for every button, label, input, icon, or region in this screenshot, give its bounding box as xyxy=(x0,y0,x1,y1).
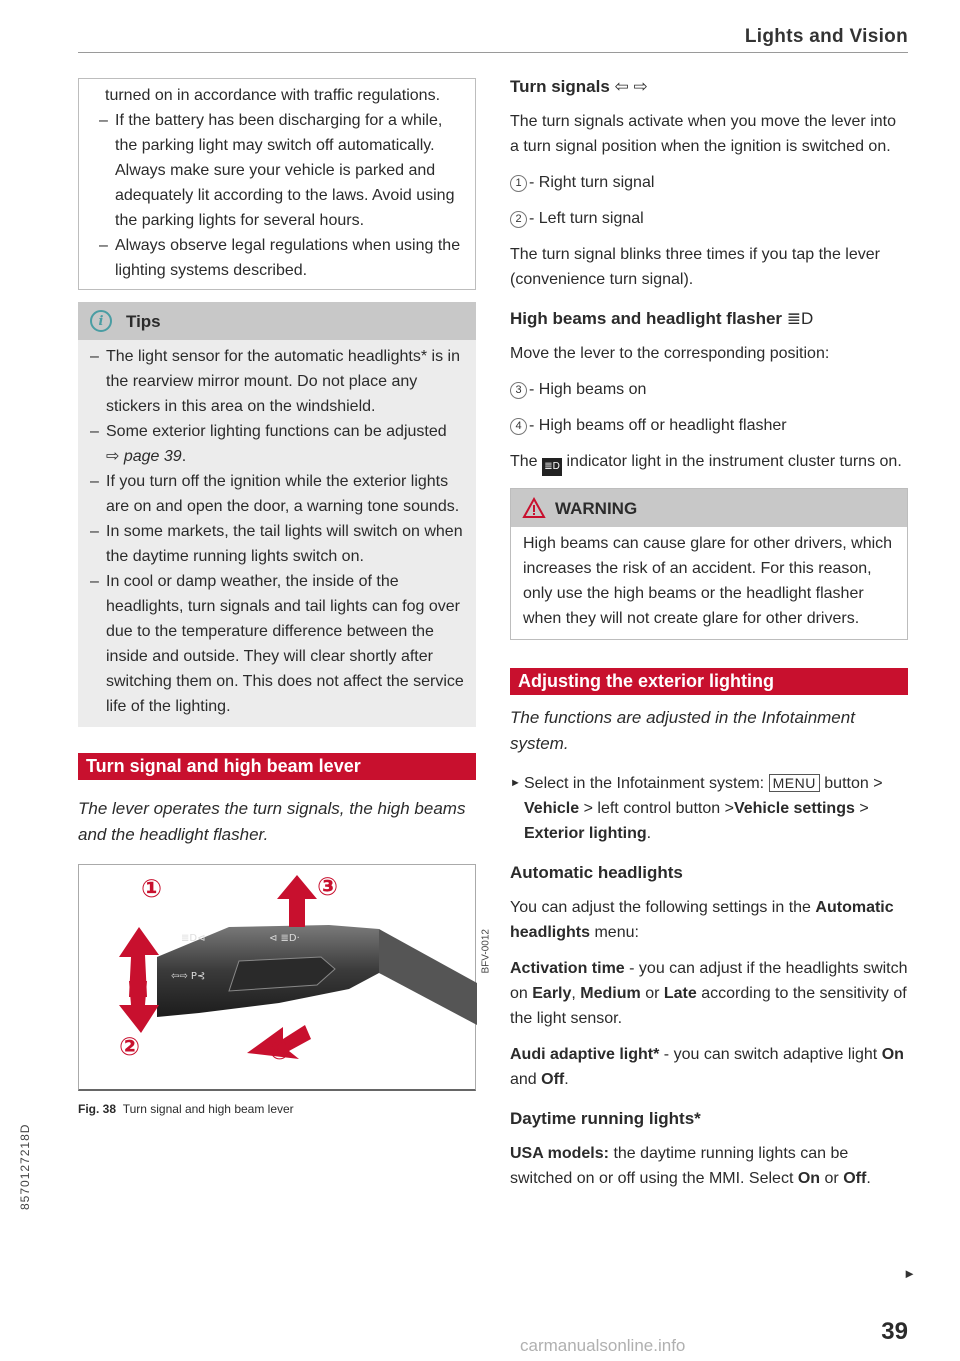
menu-key: MENU xyxy=(769,774,820,792)
paragraph: The turn signals activate when you move the lever into a turn signal position when the ignition is switched on. xyxy=(510,113,896,155)
figure-label-3: ③ xyxy=(317,873,339,901)
header-rule xyxy=(78,52,908,53)
section-intro: The functions are adjusted in the Infotainment system. xyxy=(510,708,855,753)
warning-triangle-icon xyxy=(523,498,545,518)
page-header-title: Lights and Vision xyxy=(744,26,908,47)
figure-code: BFV-0012 xyxy=(480,929,491,974)
note-continuation-box xyxy=(78,78,476,290)
tip-item: – In cool or damp weather, the inside of the headlights, turn signals and tail lights can fog over due to the temperature difference between the inside and outside. They will clear shortly after switching them on. This does not affect the service life of the lighting. xyxy=(90,573,464,715)
page-number: 39 xyxy=(881,1318,908,1345)
item-high-beams-off: 4 - High beams off or headlight flasher xyxy=(510,413,908,438)
item-high-beams-on: 3 - High beams on xyxy=(510,377,908,402)
high-beam-indicator-icon: ≣D xyxy=(542,458,562,476)
watermark: carmanualsonline.info xyxy=(520,1336,686,1355)
figure-caption: Fig. 38 Turn signal and high beam lever xyxy=(78,1102,294,1116)
note-item: turned on in accordance with traffic regulations. xyxy=(105,87,441,104)
paragraph: Move the lever to the corresponding position: xyxy=(510,345,830,362)
paragraph: Audi adaptive light* - you can switch adaptive light On and Off. xyxy=(510,1046,904,1088)
heading-turn-signals: Turn signals ⇦ ⇨ xyxy=(510,77,648,96)
warning-box xyxy=(510,488,908,640)
info-icon: i xyxy=(90,310,112,332)
figure-label-1: ① xyxy=(141,875,163,903)
item-left-turn: 2 - Left turn signal xyxy=(510,206,908,231)
figure-label-4: ④ xyxy=(269,1037,291,1065)
section-title-turn-signal-lever: Turn signal and high beam lever xyxy=(78,753,476,780)
svg-text:⇦⇨ P⊰: ⇦⇨ P⊰ xyxy=(171,971,206,982)
left-column xyxy=(78,78,491,1122)
step-item: ► Select in the Infotainment system: MENU button > Vehicle > left control button >Vehicle settings > Exterior lighting. xyxy=(510,775,883,842)
tips-title: Tips xyxy=(126,311,161,331)
continue-arrow-icon: ► xyxy=(903,1266,916,1281)
turn-signal-icon: ⇦ ⇨ xyxy=(614,77,648,96)
tip-item: – The light sensor for the automatic headlights* is in the rearview mirror mount. Do not place any stickers in this area on the windshield. xyxy=(90,348,460,415)
warning-text: High beams can cause glare for other drivers, which increases the risk of an accident. For this reason, only use the high beams or the headlight flasher when they will not create glare for other drivers. xyxy=(523,535,893,627)
warning-header xyxy=(511,489,907,527)
section-title-adjusting: Adjusting the exterior lighting xyxy=(510,668,908,695)
right-column xyxy=(510,74,908,1191)
figure-38 xyxy=(78,864,491,1091)
tips-box xyxy=(78,302,476,727)
paragraph: You can adjust the following settings in the Automatic headlights menu: xyxy=(510,899,894,941)
paragraph: USA models: the daytime running lights can be switched on or off using the MMI. Select On or Off. xyxy=(510,1145,871,1187)
tips-body xyxy=(78,340,476,727)
warning-title: WARNING xyxy=(555,498,638,518)
heading-daytime-running-lights: Daytime running lights* xyxy=(510,1109,701,1128)
section-intro: The lever operates the turn signals, the high beams and the headlight flasher. xyxy=(78,799,466,844)
paragraph: The ≣D indicator light in the instrument cluster turns on. xyxy=(510,449,908,476)
side-code: 8570127218D xyxy=(18,1123,32,1210)
note-item: – Always observe legal regulations when using the lighting systems described. xyxy=(99,237,461,279)
heading-automatic-headlights: Automatic headlights xyxy=(510,863,683,882)
figure-label-2: ② xyxy=(119,1033,141,1061)
tip-item: – In some markets, the tail lights will switch on when the daytime running lights switch on. xyxy=(90,523,463,565)
svg-text:⊲ ≣D·: ⊲ ≣D· xyxy=(269,933,300,944)
note-item: – If the battery has been discharging for a while, the parking light may switch off automatically. Always make sure your vehicle is parked and adequately lit according to the laws. Avoid using the parking lights for several hours. xyxy=(99,112,455,229)
page-ref-link[interactable]: ⇨ page 39 xyxy=(106,448,182,465)
paragraph: The turn signal blinks three times if you tap the lever (convenience turn signal). xyxy=(510,246,880,288)
item-right-turn: 1 - Right turn signal xyxy=(510,170,908,195)
high-beam-icon: ≣D xyxy=(786,309,814,328)
svg-text:≣D⊲: ≣D⊲ xyxy=(181,933,206,944)
tip-item: – Some exterior lighting functions can be adjusted ⇨ page 39. xyxy=(90,423,447,465)
paragraph: Activation time - you can adjust if the headlights switch on Early, Medium or Late according to the sensitivity of the light sensor. xyxy=(510,960,908,1027)
tips-header xyxy=(78,302,476,340)
heading-high-beams: High beams and headlight flasher ≣D xyxy=(510,309,814,328)
tip-item: – If you turn off the ignition while the exterior lights are on and open the door, a warning tone sounds. xyxy=(90,473,460,515)
